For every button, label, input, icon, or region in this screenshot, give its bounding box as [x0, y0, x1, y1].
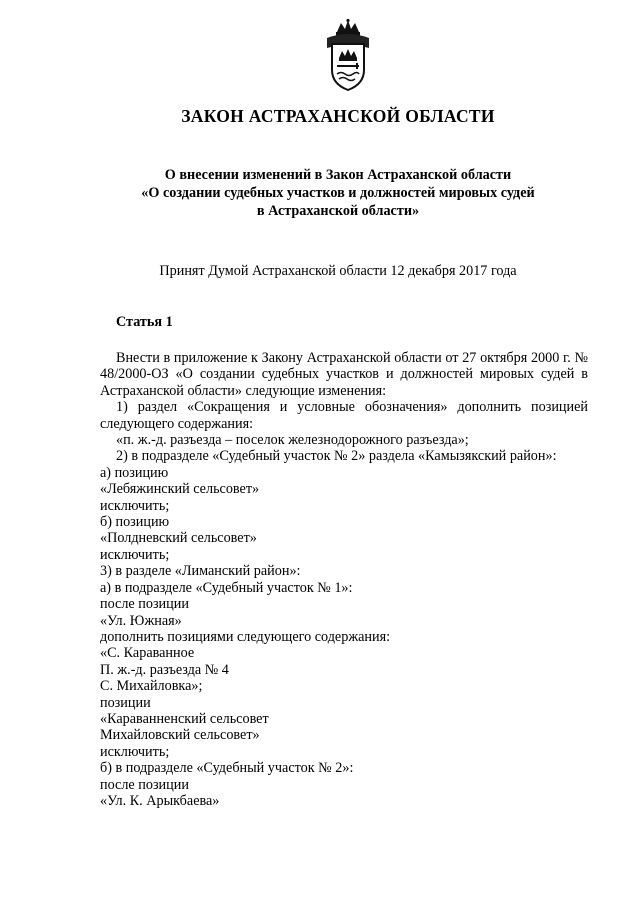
subtitle-line: О внесении изменений в Закон Астраханской области — [164, 167, 512, 183]
article-heading: Статья 1 — [116, 314, 173, 330]
subtitle-line: «О создании судебных участков и должностей мировых судей — [141, 185, 535, 201]
article-line: б) позицию — [100, 514, 170, 531]
article-line: «С. Караванное — [100, 645, 195, 662]
article-line: С. Михайловка»; — [100, 678, 203, 695]
article-line: дополнить позициями следующего содержания: — [100, 628, 391, 645]
law-subtitle — [0, 166, 640, 220]
article-line: 3) в разделе «Лиманский район»: — [100, 563, 301, 580]
article-line: исключить; — [100, 546, 170, 563]
article-line: 2) в подразделе «Судебный участок № 2» раздела «Камызякский район»: — [116, 448, 557, 465]
article-line: «п. ж.-д. разъезда – поселок железнодорожного разъезда»; — [116, 432, 469, 449]
article-line: исключить; — [100, 497, 170, 514]
article-line: «Караванненский сельсовет — [100, 710, 269, 727]
article-line: после позиции — [100, 776, 189, 793]
subtitle-line: в Астраханской области» — [256, 203, 420, 219]
article-line: «Лебяжинский сельсовет» — [100, 481, 260, 498]
article-line: позиции — [100, 694, 151, 711]
adoption-statement: Принят Думой Астраханской области 12 декабря 2017 года — [159, 263, 517, 279]
article-line: б) в подразделе «Судебный участок № 2»: — [100, 760, 354, 777]
coat-of-arms-emblem — [323, 18, 373, 92]
article-line: «Ул. К. Арыкбаева» — [100, 792, 220, 809]
article-line: исключить; — [100, 743, 170, 760]
article-line: Михайловский сельсовет» — [100, 727, 260, 744]
article-line: а) позицию — [100, 464, 169, 481]
law-title: ЗАКОН АСТРАХАНСКОЙ ОБЛАСТИ — [181, 106, 495, 126]
article-body — [100, 350, 588, 809]
article-line: «Полдневский сельсовет» — [100, 530, 257, 547]
article-line: П. ж.-д. разъезда № 4 — [100, 661, 229, 678]
article-line: после позиции — [100, 596, 189, 613]
article-line: «Ул. Южная» — [100, 612, 182, 629]
article-line: а) в подразделе «Судебный участок № 1»: — [100, 579, 353, 596]
article-intro-paragraph: Внести в приложение к Закону Астраханской области от 27 октября 2000 г. № 48/2000-ОЗ «О создании судебных участков и должностей мировых судей в Астраханской области» следующие изменения: — [100, 350, 588, 399]
article-item-1-paragraph: 1) раздел «Сокращения и условные обозначения» дополнить позицией следующего содержания: — [100, 399, 588, 432]
